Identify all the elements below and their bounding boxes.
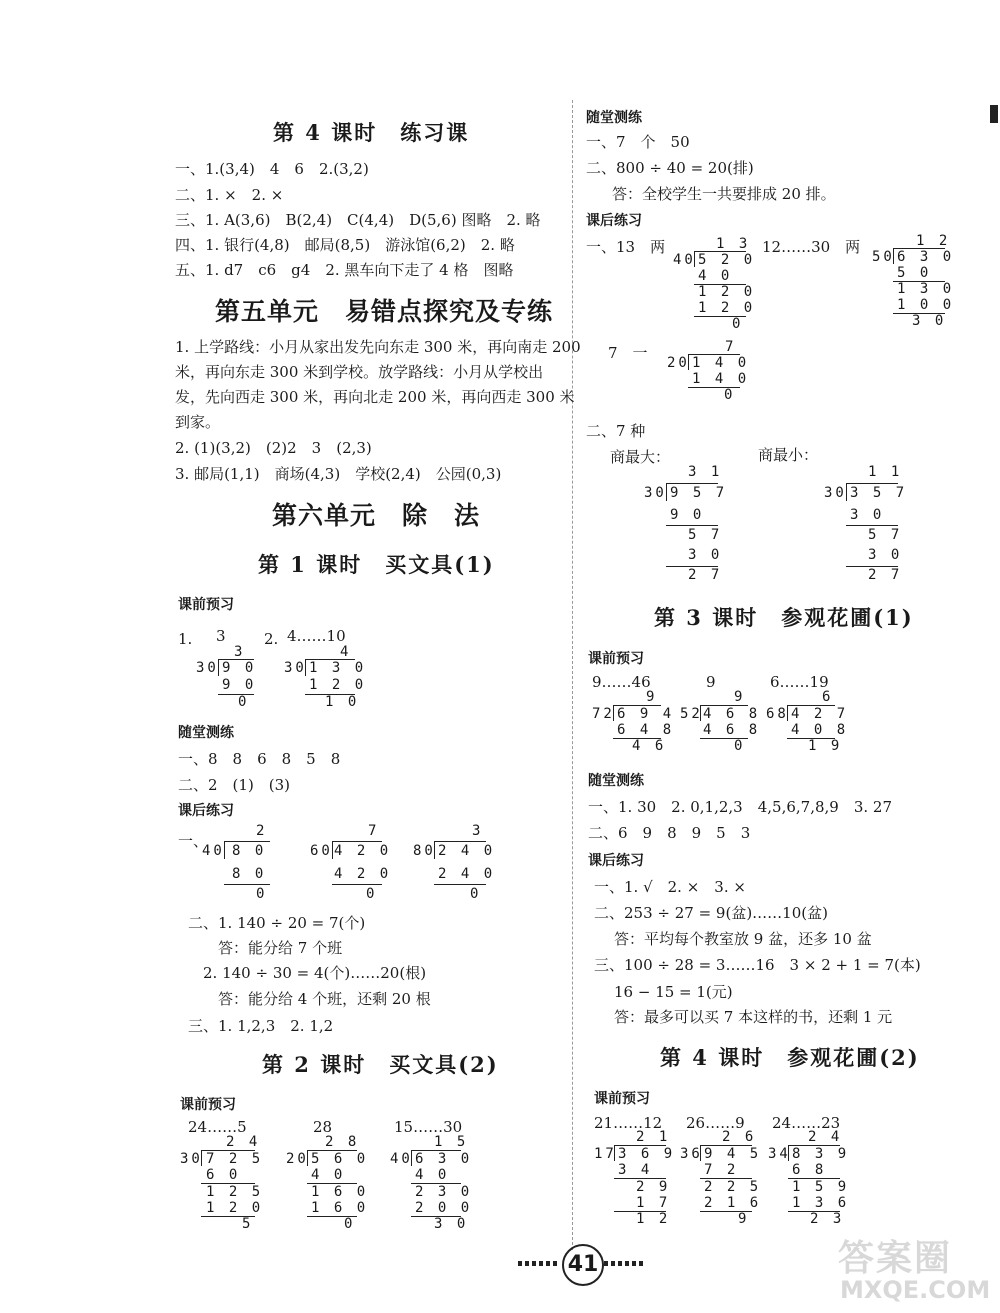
answer-line: 二、7 种 <box>586 422 646 440</box>
long-division-dividend: 4 6 8 <box>703 706 761 722</box>
division-bracket <box>307 1150 308 1166</box>
answer-value: 9 <box>706 673 716 691</box>
long-division-quotient: 1 1 <box>868 464 903 480</box>
long-division-remainder: 2 3 <box>810 1211 845 1227</box>
division-bracket <box>305 659 306 676</box>
long-division-dividend: 1 3 0 <box>309 660 367 676</box>
division-bracket <box>694 251 695 267</box>
long-division-step: 8 0 <box>232 866 267 882</box>
long-division-dividend: 6 3 0 <box>415 1151 473 1167</box>
answer-line: 四、1. 银行(4,8) 邮局(8,5) 游泳馆(6,2) 2. 略 <box>175 236 515 254</box>
long-division-divisor: 72 <box>592 706 615 722</box>
long-division-step: 1 6 0 <box>311 1184 369 1200</box>
division-line <box>434 884 486 885</box>
division-bracket <box>700 1145 701 1161</box>
answer-line: 二、1. × 2. × <box>175 186 284 204</box>
answer-line: 12……30 两 <box>762 238 861 256</box>
answer-value: 28 <box>313 1118 333 1136</box>
long-division-step: 6 4 8 <box>617 722 675 738</box>
division-bracket <box>666 483 667 501</box>
section-label-preview: 课前预习 <box>588 651 644 667</box>
section-label-after: 课后练习 <box>586 213 642 229</box>
answer-line: 一、7 个 50 <box>586 133 690 151</box>
long-division-divisor: 30 <box>284 660 307 676</box>
section-label-preview: 课前预习 <box>180 1097 236 1113</box>
long-division-step: 4 6 8 <box>703 722 761 738</box>
division-bracket <box>788 1145 789 1161</box>
answer-line: 二、2 (1) (3) <box>178 776 291 794</box>
answer-line: 二、253 ÷ 27 = 9(盆)……10(盆) <box>594 904 828 922</box>
long-division-step: 6 8 <box>792 1162 827 1178</box>
long-division-step: 1 2 0 <box>206 1200 264 1216</box>
answer-line: 一、1. √ 2. × 3. × <box>594 878 746 896</box>
long-division-divisor: 52 <box>680 706 703 722</box>
label-max-quotient: 商最大： <box>610 448 671 466</box>
answer-line: 一、13 两 <box>586 238 666 256</box>
section-label-class: 随堂测练 <box>588 773 644 789</box>
long-division-remainder: 4 6 <box>632 738 667 754</box>
answer-line: 答：最多可以买 7 本这样的书，还剩 1 元 <box>614 1008 893 1026</box>
question-number: 一、 <box>178 832 209 850</box>
label-min-quotient: 商最小： <box>758 446 819 464</box>
division-bar <box>434 841 486 842</box>
long-division-quotient: 9 <box>646 689 658 705</box>
long-division-remainder: 1 0 <box>325 694 360 710</box>
long-division-step: 4 0 <box>415 1167 450 1183</box>
division-bar <box>846 483 898 484</box>
answer-line: 二、800 ÷ 40 = 20(排) <box>586 159 754 177</box>
long-division-quotient: 7 <box>725 339 737 355</box>
long-division-quotient: 2 6 <box>722 1129 757 1145</box>
long-division-remainder: 1 9 <box>808 738 843 754</box>
long-division-remainder: 2 7 <box>688 567 723 583</box>
division-bracket <box>700 705 701 721</box>
long-division-remainder: 0 <box>732 316 744 332</box>
answer-line: 一、1.(3,4) 4 6 2.(3,2) <box>175 160 369 178</box>
long-division-quotient: 3 <box>472 823 484 839</box>
answer-line: 二、1. 140 ÷ 20 = 7(个) <box>188 914 366 932</box>
long-division-remainder: 0 <box>344 1216 356 1232</box>
long-division-step: 4 2 0 <box>334 866 392 882</box>
watermark-logo: 答案圈 <box>838 1238 953 1279</box>
long-division-divisor: 30 <box>644 485 667 501</box>
long-division-step: 1 4 0 <box>692 371 750 387</box>
division-bracket <box>224 841 225 859</box>
long-division-divisor: 50 <box>872 249 895 265</box>
long-division-quotient: 9 <box>734 689 746 705</box>
long-division-step: 9 0 <box>222 677 257 693</box>
long-division-step: 1 3 0 <box>897 281 955 297</box>
long-division-divisor: 20 <box>667 355 690 371</box>
long-division-step: 2 0 0 <box>415 1200 473 1216</box>
long-division-dividend: 2 4 0 <box>438 843 496 859</box>
question-number: 1. <box>178 630 193 648</box>
long-division-step: 1 7 <box>636 1195 671 1211</box>
long-division-dividend: 6 9 4 <box>617 706 675 722</box>
division-bracket <box>332 841 333 859</box>
page-ornament-left <box>518 1261 558 1266</box>
long-division-remainder: 0 <box>366 886 378 902</box>
long-division-dividend: 4 2 7 <box>791 706 849 722</box>
lesson1-title: 第 1 课时 买文具(1) <box>258 552 495 577</box>
division-bracket <box>614 1145 615 1161</box>
answer-line: 16 − 15 = 1(元) <box>614 983 733 1001</box>
answer-value: 4……10 <box>287 627 346 645</box>
page-ornament-right <box>604 1261 644 1266</box>
lesson4-title: 第 4 课时 练习课 <box>273 120 470 145</box>
long-division-step: 2 1 6 <box>704 1195 762 1211</box>
section-label-preview: 课前预习 <box>594 1091 650 1107</box>
long-division-quotient: 4 <box>340 644 352 660</box>
long-division-remainder: 5 <box>242 1216 254 1232</box>
answer-line: 五、1. d7 c6 g4 2. 黑车向下走了 4 格 图略 <box>175 261 514 279</box>
long-division-quotient: 1 3 <box>716 236 751 252</box>
section-label-after: 课后练习 <box>178 803 234 819</box>
long-division-divisor: 34 <box>768 1146 791 1162</box>
lesson3-title: 第 3 课时 参观花圃(1) <box>654 605 914 630</box>
division-bracket <box>201 1150 202 1166</box>
long-division-step: 5 7 <box>868 527 903 543</box>
division-bracket <box>434 841 435 859</box>
long-division-quotient: 6 <box>822 689 834 705</box>
answer-line: 发，先向西走 300 米，再向北走 200 米，再向西走 300 米 <box>175 388 575 406</box>
division-line <box>224 884 270 885</box>
long-division-step: 2 3 0 <box>415 1184 473 1200</box>
long-division-quotient: 2 4 <box>808 1129 843 1145</box>
long-division-step: 9 0 <box>670 507 705 523</box>
long-division-dividend: 9 5 7 <box>670 485 728 501</box>
long-division-divisor: 60 <box>310 843 333 859</box>
division-bracket <box>846 483 847 501</box>
long-division-step: 2 4 0 <box>438 866 496 882</box>
long-division-divisor: 30 <box>180 1151 203 1167</box>
answer-line: 2. (1)(3,2) (2)2 3 (2,3) <box>175 439 372 457</box>
unit6-title: 第六单元 除 法 <box>272 501 481 530</box>
answer-line: 米，再向东走 300 米到学校。放学路线：小月从学校出 <box>175 363 544 381</box>
long-division-divisor: 40 <box>390 1151 413 1167</box>
answer-line: 二、6 9 8 9 5 3 <box>588 824 751 842</box>
long-division-step: 2 9 <box>636 1179 671 1195</box>
long-division-divisor: 30 <box>824 485 847 501</box>
answer-value: 26……9 <box>686 1114 745 1132</box>
answer-value: 21……12 <box>594 1114 663 1132</box>
long-division-step: 1 2 0 <box>698 284 756 300</box>
long-division-dividend: 9 4 5 <box>704 1146 762 1162</box>
long-division-remainder: 0 <box>734 738 746 754</box>
column-divider <box>572 100 573 1250</box>
division-bracket <box>411 1150 412 1166</box>
long-division-step: 3 4 <box>618 1162 653 1178</box>
answer-line: 到家。 <box>175 413 221 431</box>
long-division-divisor: 30 <box>196 660 219 676</box>
long-division-step: 1 3 6 <box>792 1195 850 1211</box>
long-division-dividend: 8 0 <box>232 843 267 859</box>
lesson2-title: 第 2 课时 买文具(2) <box>262 1052 499 1077</box>
long-division-step: 3 0 <box>688 547 723 563</box>
long-division-remainder: 0 <box>724 387 736 403</box>
answer-line: 3. 邮局(1,1) 商场(4,3) 学校(2,4) 公园(0,3) <box>175 465 502 483</box>
division-bracket <box>893 248 894 264</box>
long-division-remainder: 1 2 <box>636 1211 671 1227</box>
long-division-step: 1 0 0 <box>897 297 955 313</box>
long-division-dividend: 3 6 9 <box>618 1146 676 1162</box>
long-division-dividend: 4 2 0 <box>334 843 392 859</box>
answer-value: 3 <box>216 627 226 645</box>
long-division-remainder: 3 0 <box>434 1216 469 1232</box>
long-division-dividend: 7 2 5 <box>206 1151 264 1167</box>
answer-line: 7 一 <box>608 344 648 362</box>
long-division-divisor: 36 <box>680 1146 703 1162</box>
division-bar <box>224 841 270 842</box>
long-division-divisor: 40 <box>673 252 696 268</box>
long-division-step: 3 0 <box>850 507 885 523</box>
division-bar <box>666 483 718 484</box>
long-division-remainder: 2 7 <box>868 567 903 583</box>
long-division-dividend: 5 2 0 <box>698 252 756 268</box>
long-division-quotient: 2 1 <box>636 1129 671 1145</box>
long-division-quotient: 3 <box>234 644 246 660</box>
long-division-step: 6 0 <box>206 1167 241 1183</box>
long-division-quotient: 2 4 <box>226 1134 261 1150</box>
division-bracket <box>218 659 219 676</box>
long-division-step: 1 2 5 <box>206 1184 264 1200</box>
division-bar <box>332 841 382 842</box>
division-line <box>332 884 382 885</box>
long-division-remainder: 0 <box>256 886 268 902</box>
long-division-step: 1 5 9 <box>792 1179 850 1195</box>
lesson4b-title: 第 4 课时 参观花圃(2) <box>660 1045 920 1070</box>
section-label-class: 随堂测练 <box>178 725 234 741</box>
section-label-preview: 课前预习 <box>178 597 234 613</box>
answer-line: 三、1. A(3,6) B(2,4) C(4,4) D(5,6) 图略 2. 略 <box>175 211 541 229</box>
long-division-divisor: 80 <box>413 843 436 859</box>
long-division-step: 5 0 <box>897 265 932 281</box>
long-division-divisor: 40 <box>202 843 225 859</box>
division-line <box>846 525 898 526</box>
long-division-step: 1 2 0 <box>698 300 756 316</box>
division-bracket <box>688 354 689 370</box>
section-label-after: 课后练习 <box>588 853 644 869</box>
long-division-quotient: 7 <box>368 823 380 839</box>
long-division-quotient: 3 1 <box>688 464 723 480</box>
long-division-dividend: 3 5 7 <box>850 485 908 501</box>
answer-value: 15……30 <box>394 1118 463 1136</box>
long-division-step: 4 0 8 <box>791 722 849 738</box>
long-division-quotient: 1 2 <box>916 233 951 249</box>
answer-line: 一、1. 30 2. 0,1,2,3 4,5,6,7,8,9 3. 27 <box>588 798 892 816</box>
section-label-class: 随堂测练 <box>586 110 642 126</box>
answer-line: 一、8 8 6 8 5 8 <box>178 750 341 768</box>
long-division-step: 5 7 <box>688 527 723 543</box>
watermark-url: MXQE.COM <box>840 1276 991 1304</box>
answer-value: 24……5 <box>188 1118 247 1136</box>
answer-line: 三、1. 1,2,3 2. 1,2 <box>188 1017 334 1035</box>
long-division-quotient: 2 <box>256 823 268 839</box>
page-edge-mark <box>990 105 998 123</box>
answer-line: 2. 140 ÷ 30 = 4(个)……20(根) <box>203 964 427 982</box>
long-division-divisor: 20 <box>286 1151 309 1167</box>
long-division-remainder: 3 0 <box>912 313 947 329</box>
long-division-step: 1 2 0 <box>309 677 367 693</box>
long-division-dividend: 1 4 0 <box>692 355 750 371</box>
long-division-remainder: 9 <box>738 1211 750 1227</box>
long-division-remainder: 0 <box>238 694 250 710</box>
answer-value: 9……46 <box>592 673 651 691</box>
long-division-step: 4 0 <box>698 268 733 284</box>
long-division-step: 1 6 0 <box>311 1200 369 1216</box>
long-division-divisor: 17 <box>594 1146 617 1162</box>
long-division-dividend: 8 3 9 <box>792 1146 850 1162</box>
question-number: 2. <box>264 630 279 648</box>
answer-line: 答：能分给 7 个班 <box>218 939 343 957</box>
answer-line: 答：全校学生一共要排成 20 排。 <box>612 185 836 203</box>
unit5-title: 第五单元 易错点探究及专练 <box>215 297 554 326</box>
long-division-quotient: 1 5 <box>434 1134 469 1150</box>
long-division-step: 4 0 <box>311 1167 346 1183</box>
long-division-dividend: 9 0 <box>222 660 257 676</box>
answer-line: 答：平均每个教室放 9 盆，还多 10 盆 <box>614 930 872 948</box>
long-division-divisor: 68 <box>766 706 789 722</box>
answer-line: 答：能分给 4 个班，还剩 20 根 <box>218 990 431 1008</box>
long-division-step: 7 2 <box>704 1162 739 1178</box>
long-division-dividend: 5 6 0 <box>311 1151 369 1167</box>
division-bracket <box>787 705 788 721</box>
division-line <box>666 525 718 526</box>
long-division-remainder: 0 <box>470 886 482 902</box>
division-bracket <box>613 705 614 721</box>
long-division-quotient: 2 8 <box>325 1134 360 1150</box>
long-division-dividend: 6 3 0 <box>897 249 955 265</box>
answer-line: 1. 上学路线：小月从家出发先向东走 300 米，再向南走 200 <box>175 338 581 356</box>
long-division-step: 2 2 5 <box>704 1179 762 1195</box>
page-number: 41 <box>562 1244 604 1286</box>
answer-value: 24……23 <box>772 1114 841 1132</box>
long-division-step: 3 0 <box>868 547 903 563</box>
answer-line: 三、100 ÷ 28 = 3……16 3 × 2 + 1 = 7(本) <box>594 956 921 974</box>
answer-value: 6……19 <box>770 673 829 691</box>
